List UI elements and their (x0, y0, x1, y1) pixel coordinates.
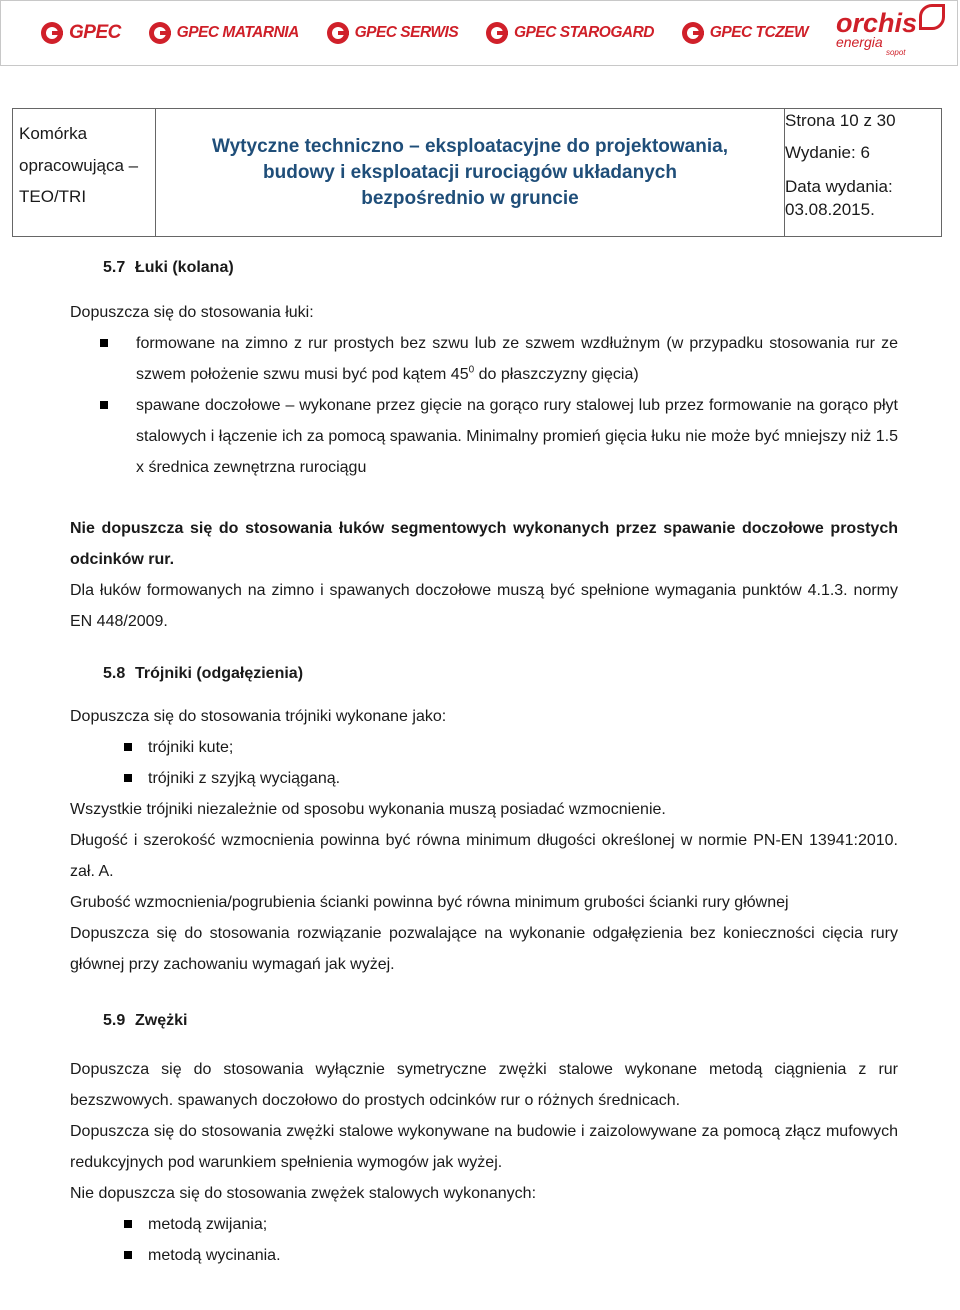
logo-gpec (41, 22, 121, 44)
logo-serwis-text: GPEC SERWIS (354, 24, 459, 41)
logo-orchis (835, 7, 945, 57)
header-title (156, 109, 785, 237)
s57-intro: Dopuszcza się do stosowania łuki: (70, 304, 314, 321)
issue-date: 03.08.2015. (785, 200, 875, 219)
s57-paragraph-2: Dla łuków formowanych na zimno i spawanych doczołowe muszą być spełnione wymagania punktów 4.1.3. normy EN 448/2009. (70, 582, 898, 630)
document-body (70, 255, 898, 1271)
header-unit (13, 109, 156, 237)
logo-gpec-tczew (682, 22, 808, 44)
logo-bar (0, 0, 958, 66)
header-title-line2: budowy i eksploatacji rurociągów układanych (263, 162, 677, 183)
header-meta (785, 109, 942, 237)
header-title-line3: bezpośrednio w gruncie (361, 188, 579, 209)
logo-starogard-text: GPEC STAROGARD (514, 24, 654, 41)
s57-bold-paragraph: Nie dopuszcza się do stosowania łuków segmentowych wykonanych przez spawanie doczołowe prostych odcinków rur. (70, 520, 898, 568)
document-header (12, 108, 942, 237)
list-item: trójniki kute; (70, 732, 898, 763)
section-5-7-title: 5.7 Łuki (kolana) (103, 259, 234, 276)
s59-paragraph-1: Dopuszcza się do stosowania wyłącznie symetryczne zwężki stalowe wykonane metodą ciągnienia z rur bezszwowych. spawanych doczołowo do prostych odcinków rur o różnych średnicach. (70, 1061, 898, 1109)
logo-orchis-text: orchis (835, 7, 917, 38)
gpec-mark-icon (486, 22, 508, 44)
logo-tczew-text: GPEC TCZEW (709, 24, 809, 41)
list-item: metodą zwijania; (70, 1209, 898, 1240)
header-title-line1: Wytyczne techniczno – eksploatacyjne do projektowania, (212, 136, 728, 157)
section-5-8-title: 5.8 Trójniki (odgałęzienia) (103, 665, 304, 682)
gpec-mark-icon (149, 22, 171, 44)
s58-paragraph-1: Wszystkie trójniki niezależnie od sposobu wykonania muszą posiadać wzmocnienie. (70, 801, 666, 818)
logo-gpec-serwis (327, 22, 459, 44)
logo-orchis-sub: energia (835, 33, 883, 50)
s59-paragraph-2: Dopuszcza się do stosowania zwężki stalowe wykonywane na budowie i zaizolowywane za pomocą złącz mufowych redukcyjnych pod warunkiem spełnienia wymogów jak wyżej. (70, 1123, 898, 1171)
logo-gpec-text: GPEC (69, 22, 121, 43)
s58-paragraph-2: Długość i szerokość wzmocnienia powinna być równa minimum długości określonej w normie PN-EN 13941:2010. zał. A. (70, 832, 898, 880)
s59-list (70, 1209, 898, 1271)
list-item: spawane doczołowe – wykonane przez gięcie na gorąco rury stalowej lub przez formowanie na gorąco płyt stalowych i łączenie ich za pomocą spawania. Minimalny promień gięcia łuku nie może być mniejszy niż 1.5 x średnica zewnętrzna rurociągu (70, 390, 898, 483)
s57-list (70, 328, 898, 483)
s58-paragraph-4: Dopuszcza się do stosowania rozwiązanie pozwalające na wykonanie odgałęzienia bez konieczności cięcia rury głównej przy zachowaniu wymagań jak wyżej. (70, 925, 898, 973)
logo-orchis-tag: sopot (885, 47, 906, 57)
header-unit-line3: TEO/TRI (19, 187, 87, 206)
s58-intro: Dopuszcza się do stosowania trójniki wykonane jako: (70, 708, 447, 725)
page-number: Strona 10 z 30 (785, 111, 896, 130)
list-item: trójniki z szyjką wyciąganą. (70, 763, 898, 794)
gpec-mark-icon (41, 22, 63, 44)
s58-list (70, 732, 898, 794)
section-5-9-title: 5.9 Zwężki (103, 1012, 188, 1029)
list-item: formowane na zimno z rur prostych bez szwu lub ze szwem wzdłużnym (w przypadku stosowania rur ze szwem położenie szwu musi być pod kątem $45^0$ do płaszczyzny gięcia) (70, 328, 898, 390)
s58-paragraph-3: Grubość wzmocnienia/pogrubienia ścianki powinna być równa minimum grubości ścianki rury głównej (70, 894, 789, 911)
logo-matarnia-text: GPEC MATARNIA (176, 24, 299, 41)
logo-gpec-matarnia (149, 22, 299, 44)
gpec-mark-icon (327, 22, 349, 44)
gpec-mark-icon (682, 22, 704, 44)
header-unit-line2: opracowująca – (19, 156, 139, 175)
edition: Wydanie: 6 (785, 143, 870, 162)
logo-gpec-starogard (486, 22, 654, 44)
s59-paragraph-3: Nie dopuszcza się do stosowania zwężek stalowych wykonanych: (70, 1185, 537, 1202)
orchis-leaf-icon (919, 4, 945, 30)
issue-date-label: Data wydania: (785, 177, 893, 196)
list-item: metodą wycinania. (70, 1240, 898, 1271)
header-unit-line1: Komórka (19, 124, 88, 143)
